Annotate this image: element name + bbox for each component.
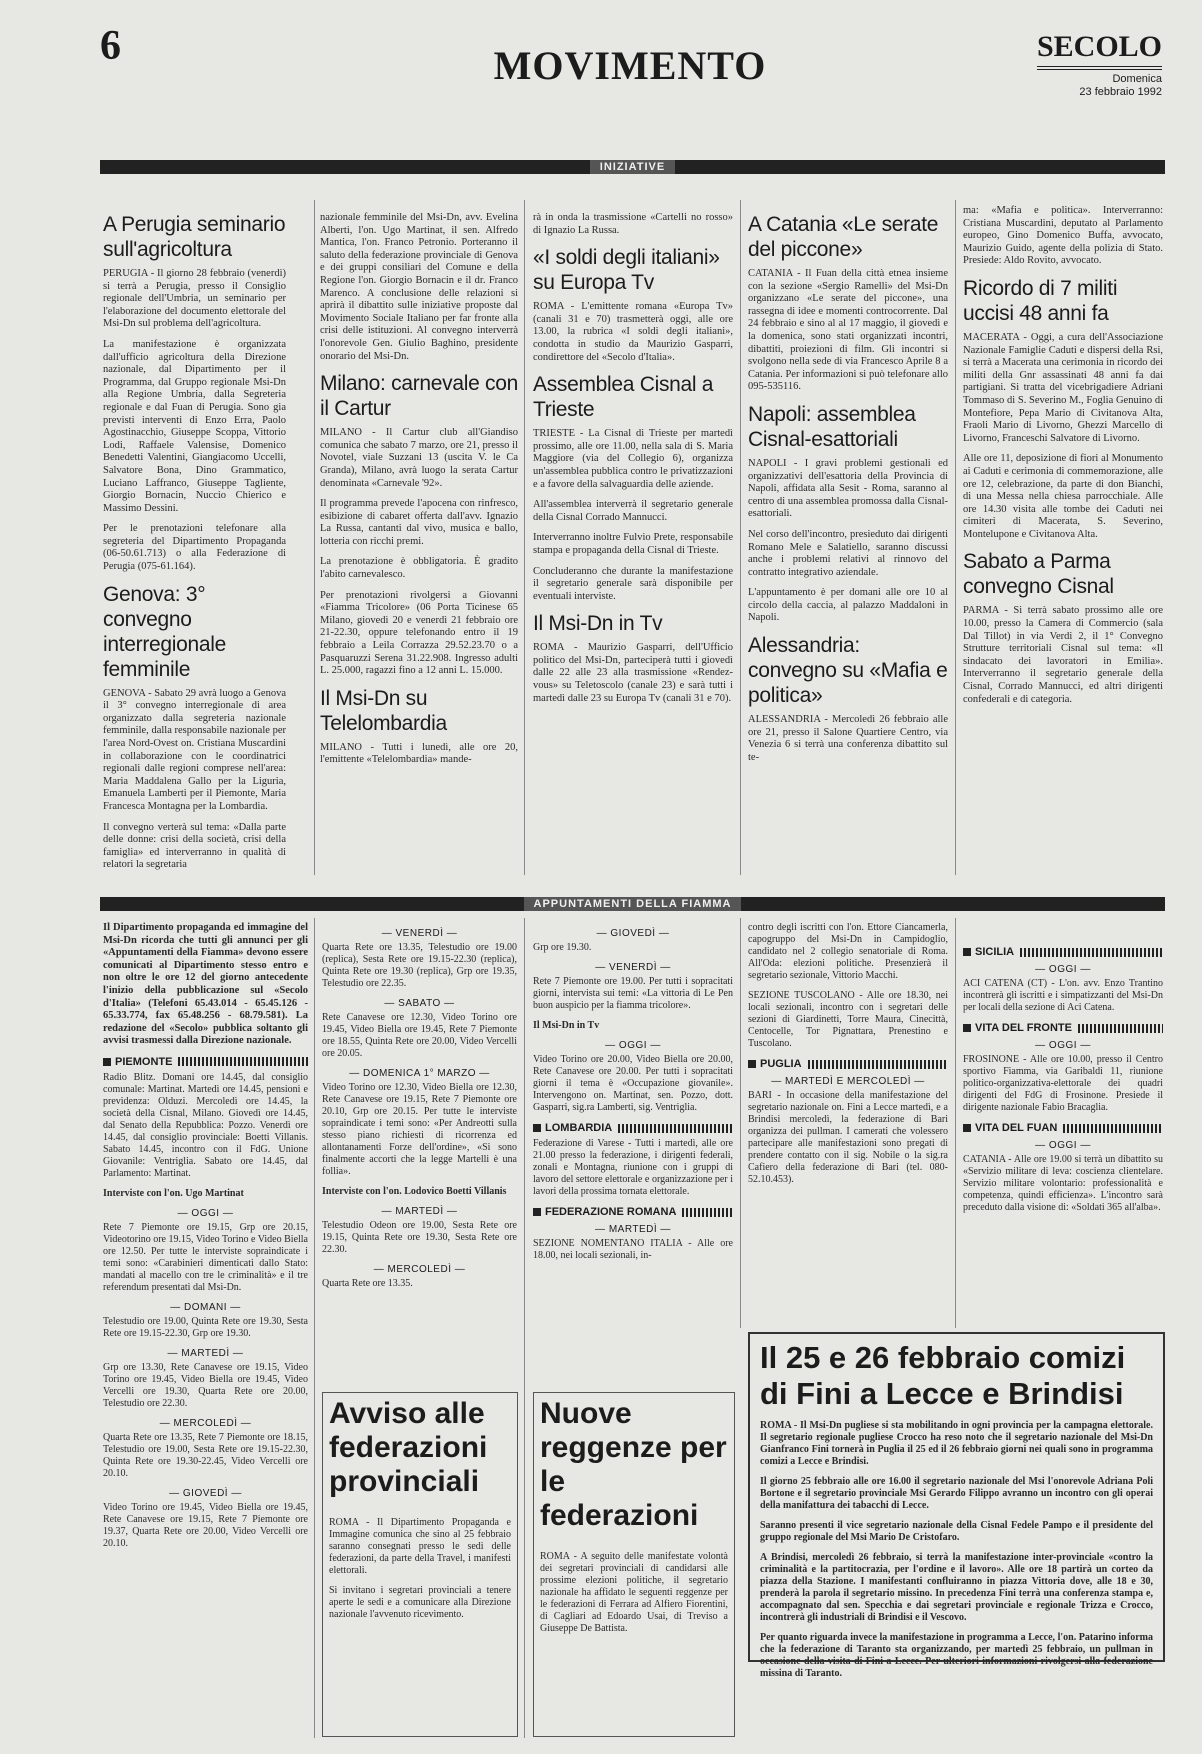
article-telelombardia-p1: MILANO - Tutti i lunedì, alle ore 20, l'emittente «Telelombardia» mande-	[320, 741, 518, 766]
region-label: PUGLIA	[760, 1058, 802, 1070]
article-trieste-p1: TRIESTE - La Cisnal di Trieste per martedì prossimo, alle ore 11.00, nella sala di S. Maria Maggiore (via del Collegio 6), organizza un'assemblea pubblica contro le privatizzazioni e a favore della salvaguardia delle aziende.	[533, 428, 733, 490]
article-trieste-p2: All'assemblea interverrà il segretario generale della Cisnal Corrado Mannucci.	[533, 499, 733, 523]
piemonte-domani: Telestudio ore 19.00, Quinta Rete ore 19.30, Sesta Rete ore 19.15-22.30, Grp ore 19.30.	[103, 1315, 308, 1339]
headline-perugia: A Perugia seminario sull'agricoltura	[103, 213, 286, 261]
reggenze-box	[533, 1392, 735, 1737]
day-label: — MERCOLEDÌ —	[373, 1264, 466, 1275]
reggenze-frame	[533, 1392, 735, 1737]
article-europa-tv-p1: ROMA - L'emittente romana «Europa Tv» (canali 31 e 70) trasmetterà oggi, alle ore 13.00, la rubrica «I soldi degli italiani», condotta in studio da Maurizio Gasparri, condirettore del «Secolo d'Italia».	[533, 301, 733, 363]
region-header-puglia	[748, 1058, 948, 1070]
avviso-p1: ROMA - Il Dipartimento Propaganda e Immagine comunica che sino al 25 febbraio saranno consegnati presso le sedi delle federazioni, da parte della Travel, i manifesti elettorali.	[329, 1517, 511, 1576]
article-trieste-p4: Concluderanno che durante la manifestazione il segretario generale sarà disponibile per eventuali interviste.	[533, 565, 733, 602]
appuntamenti-column-3	[533, 922, 733, 1392]
piemonte-martedi: Grp ore 13.30, Rete Canavese ore 19.15, Video Torino ore 19.45, Video Biella ore 19.45, Video Vercelli ore 19.30, Quarta Rete ore 20.00, Telestudio ore 22.30.	[103, 1361, 308, 1409]
headline-parma: Sabato a Parma convegno Cisnal	[963, 550, 1114, 599]
headline-telelombardia: Il Msi-Dn su Telelombardia	[320, 686, 447, 735]
day-label: — DOMANI —	[170, 1301, 241, 1313]
day-label: — MARTEDÌ —	[381, 1206, 458, 1217]
article-genova-p2: Il convegno verterà sul tema: «Dalla parte delle donne: crisi della società, crisi della famiglia» ed interverranno in qualità di relatori la segretaria	[103, 821, 286, 871]
region-square-icon	[533, 1208, 541, 1216]
region-label: LOMBARDIA	[545, 1122, 613, 1134]
app4-ciancamerla: contro degli iscritti con l'on. Ettore Ciancamerla, capogruppo del Msi-Dn in Campidoglio, candidato nel 2 collegio senatoriale di Roma. All'Oda: elezioni politiche. Presenzierà il segretario sezionale, Vittorio Macchi.	[748, 922, 948, 981]
app2-mercoledi: Quarta Rete ore 13.35.	[322, 1278, 413, 1289]
region-square-icon	[963, 1124, 971, 1132]
day-label: — VENERDÌ —	[595, 962, 671, 973]
avviso-frame	[322, 1392, 518, 1737]
article-macerata-p2: Alle ore 11, deposizione di fiori al Monumento ai Caduti e cerimonia di commemorazione, alle ore 12, celebrazione, da parte di don Bianchi, di una Messa nella chiesa parrocchiale. Alle ore 14.30 visita alle tombe dei Caduti nei cimiteri di Macerata, S. Severino, Montelupone e Civitanova Alta.	[963, 453, 1163, 540]
fini-p3: Saranno presenti il vice segretario nazionale della Cisnal Fedele Pampo e il presidente del gruppo regionale del Msi Mario De Cristofaro.	[760, 1520, 1153, 1543]
column-separator	[955, 200, 956, 875]
region-label: PIEMONTE	[115, 1055, 173, 1068]
article-telelombardia-cont: rà in onda la trasmissione «Cartelli no rosso» di Ignazio La Russa.	[533, 212, 733, 236]
column-separator	[524, 918, 525, 1738]
app3-giovedi: Grp ore 19.30.	[533, 942, 592, 953]
article-parma-p1: PARMA - Si terrà sabato prossimo alle ore 10.00, presso la Camera di Commercio (sala Dal Tillot) in via Verdi 2, il 1° Convegno Strutture territoriali Cisnal sul tema: «Il sindacato dei lavoratori in Emilia». Interverranno il segretario generale della Cisnal, Corrado Mannucci, ed altri dirigenti confederali e di categoria.	[963, 605, 1163, 705]
headline-napoli: Napoli: assemblea Cisnal-esattoriali	[748, 402, 916, 451]
article-genova-cont: nazionale femminile del Msi-Dn, avv. Evelina Alberti, l'on. Ugo Martinat, il sen. Alfredo Mantica, l'on. Franco Petronio. Porteranno il saluto della federazione provinciale di Genova e dei gruppi consiliari del Comune e della Regione l'on. Giorgio Bornacin e il dr. Franco Marenco. A conclusione delle relazioni si aprirà il dibattito sulle iniziative proposte dal Movimento Sociale Italiano per far fronte alla crisi delle istituzioni. Al convegno interverrà l'onorevole Gen. Giulio Baghino, presidente onorario del Msi-Dn.	[320, 212, 518, 362]
app3-nomentano: SEZIONE NOMENTANO ITALIA - Alle ore 18.00, nei locali sezionali, in-	[533, 1238, 733, 1261]
day-label: — OGGI —	[605, 1040, 661, 1051]
app3-oggi: Video Torino ore 20.00, Video Biella ore 20.00, Rete Canavese ore 20.00. Per tutti i sopracitati giorni il tema è «Occupazione giovanile». Intervengono on. Martinat, sen. Pozzo, dott. Gasparri, sig.ra Lamberti, sig. Ventriglia.	[533, 1054, 733, 1113]
region-square-icon	[748, 1060, 756, 1068]
day-label: — GIOVEDÌ —	[596, 928, 670, 939]
appuntamenti-column-2	[322, 922, 517, 1392]
column-separator	[740, 200, 741, 875]
region-header-piemonte	[103, 1056, 308, 1068]
issue-date	[1037, 73, 1162, 99]
page-number: 6	[100, 23, 121, 69]
piemonte-giovedi: Video Torino ore 19.45, Video Biella ore 19.45, Rete Canavese ore 19.15, Rete 7 Piemonte ore 19.37, Quarta Rete ore 20.00, Video Vercelli ore 20.10.	[103, 1501, 308, 1549]
app5-frosinone: FROSINONE - Alle ore 10.00, presso il Centro sportivo Fiamma, via Garibaldi 11, riunione politico-organizzativa-elettorale dei quadri dirigenti del FdG di Frosinone. Presiede il dirigente nazionale Fabio Bracaglia.	[963, 1054, 1163, 1113]
article-genova-p1: GENOVA - Sabato 29 avrà luogo a Genova il 3° convegno interregionale di area organizzato dalla segreteria nazionale femminile, dalla responsabile nazionale per l'area Nord-Ovest on. Cristiana Muscardini in collaborazione con le coordinatrici regionali dalle regioni comprese nell'area: Maria Maddalena Gallo per la Liguria, Emanuela Lamberti per il Piemonte, Maria Francesca Montagna per la Lombardia.	[103, 687, 286, 812]
headline-reggenze: Nuove reggenze per le federazioni	[540, 1397, 727, 1532]
banner-iniziative	[100, 160, 1165, 174]
headline-europa-tv: «I soldi degli italiani» su Europa Tv	[533, 246, 720, 295]
fini-p5: Per quanto riguarda invece la manifestazione in programma a Lecce, l'on. Patarino informa che la federazione di Taranto sta organizzando, per martedì 25 febbraio, un pullman in occasione della visita di Fini a Lecce. Per ulteriori informazioni rivolgersi alla federazione missina di Taranto.	[760, 1632, 1153, 1679]
region-label: VITA DEL FRONTE	[975, 1022, 1072, 1034]
day-label: — MERCOLEDÌ —	[159, 1417, 252, 1429]
region-square-icon	[963, 948, 971, 956]
article-perugia-p3: Per le prenotazioni telefonare alla segreteria del Dipartimento Propaganda (06-50.61.713) o alla Federazione di Perugia (075-61.164).	[103, 523, 286, 573]
column-1	[103, 212, 286, 874]
region-label: SICILIA	[975, 946, 1015, 958]
headline-avviso: Avviso alle federazioni provinciali	[329, 1397, 488, 1498]
piemonte-oggi: Rete 7 Piemonte ore 19.15, Grp ore 20.15, Videotorino ore 19.15, Video Torino e Video Biella ore 12.50. Per tutte le interviste sopraindicate i temi sono: «Carabinieri dimenticati dallo Stato: mandati al macello con tre le criminalità» e il tre referendum presentati dal Msi-Dn.	[103, 1221, 308, 1293]
app5-aci-catena: ACI CATENA (CT) - L'on. avv. Enzo Trantino incontrerà gli iscritti e i simpatizzanti del Msi-Dn per locali della sezione di Aci Catena.	[963, 978, 1163, 1013]
region-rule	[178, 1057, 308, 1066]
article-napoli-p1: NAPOLI - I gravi problemi gestionali ed organizzativi dell'esattoria della Provincia di Napoli, affidata alla Sesit - Roma, saranno al centro di una assemblea promossa dalla Cisnal-esattoriali.	[748, 457, 948, 520]
region-label: VITA DEL FUAN	[975, 1122, 1058, 1134]
avviso-p2: Si invitano i segretari provinciali a tenere aperte le sedi e a comunicare alla Direzione nazionale l'avvenuto ricevimento.	[329, 1585, 511, 1620]
app2-domenica: Video Torino ore 12.30, Video Biella ore 12.30, Rete Canavese ore 19.15, Rete 7 Piemonte ore 20.10, Grp ore 20.15. Per tutte le interviste sopraindicate i temi sono: «Per Andreotti sulla stesso piano richiesti di ricorrenza ed allontanamenti Forze dell'ordine», «Si sono finalmente accorti che la legge Martelli è una follia».	[322, 1082, 517, 1177]
fini-p2: Il giorno 25 febbraio alle ore 16.00 il segretario nazionale del Msi l'onorevole Adriana Poli Bortone e il segretario provinciale Msi Gerardo Filippo avranno un incontro con gli operai della manifattura dei tabacchi di Lecce.	[760, 1476, 1153, 1511]
column-4	[748, 212, 948, 874]
headline-alessandria: Alessandria: convegno su «Mafia e politica»	[748, 634, 948, 708]
appuntamenti-column-1	[103, 922, 308, 1737]
section-title: MOVIMENTO	[493, 43, 767, 88]
region-header-vita-del-fronte	[963, 1022, 1163, 1034]
article-napoli-p2: Nel corso dell'incontro, presieduto dai dirigenti Romano Mele e Salatiello, saranno discussi anche i problemi relativi al rinnovo del contratto integrativo aziendale.	[748, 528, 948, 578]
headline-genova: Genova: 3° convegno interregionale femminile	[103, 582, 227, 681]
region-header-lombardia	[533, 1122, 733, 1134]
appuntamenti-column-4	[748, 922, 948, 1322]
article-macerata-p1: MACERATA - Oggi, a cura dell'Associazione Nazionale Famiglie Caduti e dispersi della Rsi, si terrà a Macerata una cerimonia in ricordo dei militi della Gnr assassinati 48 anni fa dai partigiani. Si tratta del vicebrigadiere Adriani Tommaso di S. Severino M., Foglia Genuino di Montefiore, Pepa Mario di Civitanova Alta, Fraoli Mario di Livorno, Ghezzi Marcello di Livorno, Franceschi Salvatore di Livorno.	[963, 331, 1163, 444]
article-milano-p1: MILANO - Il Cartur club all'Giandiso comunica che sabato 7 marzo, ore 21, presso il Novotel, viale Suzzani 13 (uscita V. le Ca Granda), Milano, avrà luogo la serata Cartur denominata «Carnevale '92».	[320, 427, 518, 489]
day-label: — DOMENICA 1° MARZO —	[349, 1068, 490, 1079]
fini-comizi-box	[748, 1332, 1165, 1679]
day-label: — OGGI —	[1035, 964, 1091, 975]
region-square-icon	[963, 1024, 971, 1032]
fini-p1: ROMA - Il Msi-Dn pugliese si sta mobilitando in ogni provincia per la campagna elettorale. Il segretario regionale pugliese Crocco ha reso noto che il segretario nazionale del Msi-Dn Gianfranco Fini tornerà in Puglia il 25 ed il 26 febbraio giorni nei quali sono in programma comizi a Lecce e Brindisi.	[760, 1420, 1153, 1467]
app5-catania: CATANIA - Alle ore 19.00 si terrà un dibattito su «Servizio militare di leva: coscienza clientelare. Servizio militare volontario: professionalità e competenza, quindi efficienza». L'incontro sarà preceduto dalla visione di: «Soldati 365 all'alba».	[963, 1154, 1163, 1213]
column-5	[963, 205, 1163, 875]
masthead-logo: SECOLO	[1037, 30, 1162, 70]
reggenze-p1: ROMA - A seguito delle manifestate volontà dei segretari provinciali di candidarsi alle prossime elezioni politiche, il segretario nazionale ha affidato le seguenti reggenze per le federazioni di Ferrara ad Alfiero Fiorentini, di Cagliari ad Edoardo Usai, di Treviso a Giuseppe De Battista.	[540, 1551, 728, 1634]
day-label: — OGGI —	[177, 1207, 234, 1219]
day-label: — MARTEDÌ —	[167, 1347, 244, 1359]
region-rule	[808, 1060, 948, 1069]
issue-date-weekday: Domenica	[1112, 73, 1162, 85]
day-label: — VENERDÌ —	[381, 928, 458, 939]
article-milano-p3: La prenotazione è obbligatoria. È gradito l'abito carnevalesco.	[320, 556, 518, 581]
article-alessandria-cont: ma: «Mafia e politica». Interverranno: Cristiana Muscardini, deputato al Parlamento europeo, Gino Domenico Buffa, avvocato, Maurizio Guido, agente della polizia di Stato. Presiede: Aldo Rovito, avvocato.	[963, 205, 1163, 267]
column-separator	[955, 918, 956, 1328]
article-msi-tv-p1: ROMA - Maurizio Gasparri, dell'Ufficio politico del Msi-Dn, parteciperà tutti i giovedì dalle 22 alle 23 alla trasmissione «Rendez-vous» su Teletoscolo (canale 23) e sarà tutti i martedì dalle 23 su Europa Tv (canali 31 e 70).	[533, 642, 733, 704]
column-3	[533, 212, 733, 874]
column-separator	[740, 918, 741, 1328]
app2-venerdi: Quarta Rete ore 13.35, Telestudio ore 19.00 (replica), Sesta Rete ore 19.15-22.30 (replica), Quinta Rete ore 19.30 (replica), Grp ore 19.35, Telestudio ore 22.35.	[322, 942, 517, 989]
banner-iniziative-label: INIZIATIVE	[590, 160, 675, 174]
app4-tuscolano: SEZIONE TUSCOLANO - Alle ore 18.30, nei locali sezionali, incontro con i segretari delle sezioni di Giardinetti, Torre Maura, Cinecittà, Centocelle, Tor Pignattara, Prenestino e Tuscolano.	[748, 990, 948, 1049]
appuntamenti-column-5	[963, 940, 1163, 1325]
article-napoli-p3: L'appuntamento è per domani alle ore 10 al circolo della caccia, al palazzo Maddaloni in Napoli.	[748, 587, 948, 624]
region-rule	[1063, 1124, 1163, 1133]
day-label: — SABATO —	[384, 998, 455, 1009]
article-milano-p4: Per prenotazioni rivolgersi a Giovanni «Fiamma Tricolore» (06 Porta Ticinese 65 Milano, giovedì 20 e venerdì 21 febbraio ore 21-22.30, oppure telefonando entro il 19 febbraio a Leila Corrazza 29.52.23.70 o a Pasquaruzzi Serena 31.22.908. Ingresso adulti L. 25.000, ragazzi fino a 12 anni L. 15.000.	[320, 589, 518, 677]
article-trieste-p3: Interverranno inoltre Fulvio Prete, responsabile stampa e propaganda della Cisnal di Trieste.	[533, 532, 733, 556]
headline-macerata: Ricordo di 7 militi uccisi 48 anni fa	[963, 276, 1118, 325]
headline-milano-carnevale: Milano: carnevale con il Cartur	[320, 372, 518, 421]
avviso-box	[322, 1392, 518, 1737]
region-label: FEDERAZIONE ROMANA	[545, 1206, 677, 1218]
masthead	[1037, 30, 1162, 99]
app3-varese: Federazione di Varese - Tutti i martedì, alle ore 21.00 presso la federazione, i dirigenti federali, zonali e Montagna, riunione con i gruppi di lavoro del settore elettorale e organizzazione per i lavori della prossima tornata elettorale.	[533, 1138, 733, 1197]
fini-p4: A Brindisi, mercoledì 26 febbraio, si terrà la manifestazione inter-provinciale «contro la criminalità e la partitocrazia, per l'ordine e il lavoro». Alle ore 18 partirà un corteo da piazza della Stazione. I manifestanti confluiranno in piazza Vittoria dove, alle 18 e 30, prenderà la parola il segretario missino. In precedenza Fini terrà una conferenza stampa e, accompagnato dal sen. Specchia e dai segretari provinciale e regionale Trizza e Crocco, incontrerà gli industriali di Brindisi e il Vescovo.	[760, 1552, 1153, 1623]
headline-fini-comizi: Il 25 e 26 febbraio comizi di Fini a Lecce e Brindisi	[760, 1340, 1126, 1411]
day-label: — MARTEDÌ E MERCOLEDÌ —	[771, 1076, 925, 1087]
piemonte-interviews-title: Interviste con l'on. Ugo Martinat	[103, 1187, 244, 1199]
day-label: — OGGI —	[1035, 1140, 1091, 1151]
region-square-icon	[533, 1124, 541, 1132]
article-alessandria-p1: ALESSANDRIA - Mercoledì 26 febbraio alle ore 21, presso il Salone Quartiere Centro, via Venezia 6 si terrà una conferenza dibattito sul te-	[748, 714, 948, 763]
region-rule	[1078, 1024, 1163, 1033]
region-square-icon	[103, 1058, 111, 1066]
region-header-sicilia	[963, 946, 1163, 958]
region-rule	[1020, 948, 1163, 957]
piemonte-radio-blitz: Radio Blitz. Domani ore 14.45, dal consiglio comunale: Martinat. Martedì ore 14.45, pensioni e previdenza: Olduzi. Mercoledì ore 14.45, la società della Cisnal, Milano. Giovedì ore 14.45, dal Senato della Repubblica: Pozzo. Venerdì ore 14.45, dal consiglio provinciale: Boetti Villanis. Sabato 14.45, incontro con il FdG. Unione Giovanile: Ventriglia. Sabato ore 14.45, dal Parlamento: Martinat.	[103, 1071, 308, 1179]
column-separator	[314, 200, 315, 875]
day-label: — GIOVEDÌ —	[169, 1487, 242, 1499]
day-label: — OGGI —	[1035, 1040, 1091, 1051]
banner-appuntamenti-label: APPUNTAMENTI DELLA FIAMMA	[524, 897, 742, 911]
day-label: — MARTEDÌ —	[595, 1224, 671, 1235]
region-header-federazione-romana	[533, 1206, 733, 1218]
appuntamenti-intro: Il Dipartimento propaganda ed immagine del Msi-Dn ricorda che tutti gli annunci per gli «Appuntamenti della Fiamma» devono essere comunicati al Dipartimento stesso entro e non oltre le ore 12 del giorno antecedente l'inizio della pubblicazione sul «Secolo d'Italia» (Telefoni 65.43.014 - 65.45.126 - 65.33.774, fax 65.48.256 - 68.79.581). La redazione del «Secolo» pubblica soltanto gli avvisi trasmessi dalla Direzione nazionale.	[103, 922, 308, 1047]
headline-cisnal-trieste: Assemblea Cisnal a Trieste	[533, 373, 714, 422]
column-separator	[524, 200, 525, 875]
issue-date-day: 23 febbraio 1992	[1079, 86, 1162, 98]
region-header-vita-del-fuan	[963, 1122, 1163, 1134]
app4-bari: BARI - In occasione della manifestazione del segretario nazionale on. Fini a Lecce martedì, e a Brindisi mercoledì, la federazione di Bari organizza dei pullman. I camerati che volessero partecipare alle manifestazioni sono pregati di prendere contatto con il sig. Nobile o la sig.ra Cafiero della federazione di Bari (tel. 080-52.10.453).	[748, 1090, 948, 1185]
region-rule	[618, 1124, 733, 1133]
banner-appuntamenti	[100, 897, 1165, 911]
article-perugia-p2: La manifestazione è organizzata dall'ufficio agricoltura della Direzione nazionale, dal Dipartimento per il Programma, dal Gruppo regionale Msi-Dn alla Regione Umbria, dalla Segreteria regionale e dal Fuan di Perugia. Sono gia previsti interventi di Enzo Erra, Paolo Agostinacchio, Giuseppe Scoppa, Vittorio Lodi, Raffaele Valensise, Domenico Benedetti Valentini, Giangiacomo Uccelli, Salvatore Bona, Dino Grammatico, Luciano Laffranco, Giuseppe Tagliente, Giorgio Bornacin, Nuccio Chierico e Massimo Dessini.	[103, 338, 286, 514]
headline-msi-tv: Il Msi-Dn in Tv	[533, 612, 663, 636]
app3-venerdi: Rete 7 Piemonte ore 19.00. Per tutti i sopracitati giorni, intervista sui temi: «La vittoria di Le Pen buon auspicio per la fiamma tricolore».	[533, 976, 733, 1011]
app2-sabato: Rete Canavese ore 12.30, Video Torino ore 19.45, Video Biella ore 19.45, Rete 7 Piemonte ore 18.55, Quinta Rete ore 20.00, Video Vercelli ore 20.05.	[322, 1012, 517, 1059]
column-2	[320, 212, 518, 874]
column-separator	[314, 918, 315, 1738]
article-perugia-p1: PERUGIA - Il giorno 28 febbraio (venerdì) si terrà a Perugia, presso il Consiglio regionale dell'Umbria, un seminario per l'elaborazione del documento elettorale del Msi-Dn sul problema dell'agricoltura.	[103, 268, 286, 330]
article-milano-p2: Il programma prevede l'apocena con rinfresco, esibizione di cabaret offerta dall'avv. Ignazio La Russa, cantanti dal vivo, musica e ballo, lotteria con ricchi premi.	[320, 498, 518, 547]
region-rule	[682, 1208, 733, 1217]
headline-catania: A Catania «Le serate del piccone»	[748, 213, 939, 261]
app2-interviews-title: Interviste con l'on. Lodovico Boetti Villanis	[322, 1186, 507, 1197]
app3-msi-tv-title: Il Msi-Dn in Tv	[533, 1020, 600, 1031]
app2-martedi: Telestudio Odeon ore 19.00, Sesta Rete ore 19.15, Quinta Rete ore 19.30, Sesta Rete ore 22.30.	[322, 1220, 517, 1255]
piemonte-mercoledi: Quarta Rete ore 13.35, Rete 7 Piemonte ore 18.15, Telestudio ore 19.00, Sesta Rete ore 19.15-22.30, Quinta Rete ore 19.30-22.45, Video Vercelli ore 20.10.	[103, 1431, 308, 1479]
article-catania-p1: CATANIA - Il Fuan della città etnea insieme con la sezione «Sergio Ramelli» del Msi-Dn organizzano «Le serate del piccone», una rassegna di idee e momenti controcorrente. Dal 24 febbraio e sino al al 17 maggio, il giovedì e la domenica, sono stati organizzati incontri, dibattiti, proiezioni di film. Gli incontri si svolgono nella sede di via Francesco Aprile 8 a Catania. Per informazioni si può telefonare allo 095-535116.	[748, 268, 948, 393]
